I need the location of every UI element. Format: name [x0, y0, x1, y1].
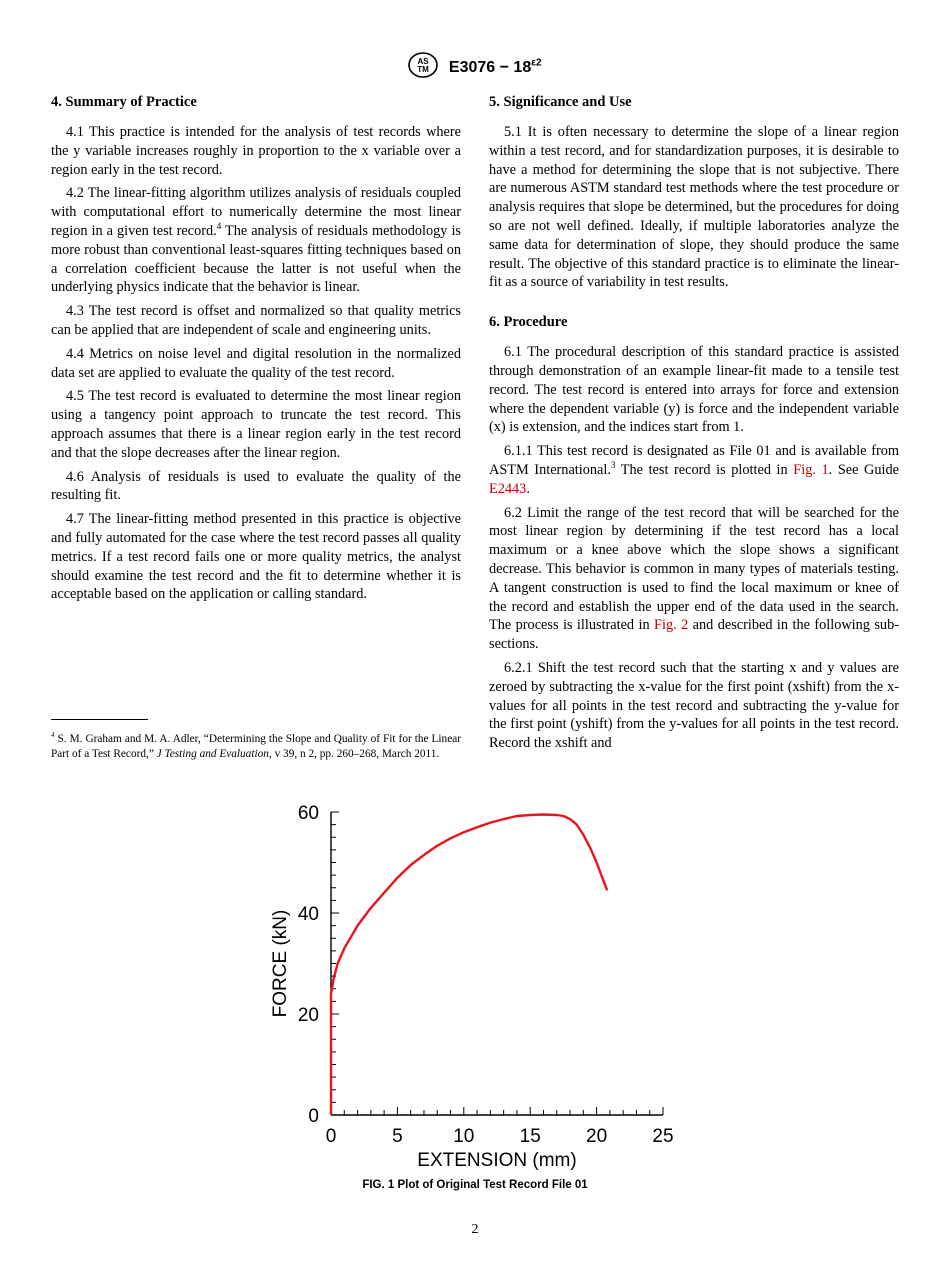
x-tick-label: 25: [652, 1126, 674, 1147]
svg-text:AS: AS: [417, 57, 430, 66]
y-tick-label: 0: [308, 1106, 319, 1127]
y-tick-label: 20: [297, 1005, 319, 1026]
fig-2-link[interactable]: Fig. 2: [654, 617, 689, 634]
figure-1: [260, 795, 690, 1175]
y-tick-label: 60: [297, 803, 319, 824]
section-heading-summary: 4. Summary of Practice: [51, 94, 197, 110]
standard-designation: $E3076 - 18^{\varepsilon 2}$: [448, 57, 542, 77]
para-4-5: 4.5 The test record is evaluated to determine the most linear region using a tangency point approach to truncate the test record. This approach assumes that there is a linear region early in the test record and that the slope decreases after the linear region.: [51, 388, 461, 461]
x-tick-label: 0: [325, 1126, 337, 1147]
page-number: 2: [471, 1222, 479, 1237]
guide-e2443-link[interactable]: E2443: [489, 480, 527, 497]
para-5-1: 5.1 It is often necessary to determine the slope of a linear region within a test record, and for standardization purposes, it is desirable to have a method for determining the slope that is not subjective. There are numerous ASTM standard test methods where the test procedure or analysis requires that slope be determined, but the procedures for doing so are not well defined. Ideally, if multiple laboratories analyze the same data for determination of slope, they should produce the same result. The objective of this standard practice is to eliminate the linear-fit as a source of variability in test results.: [489, 124, 899, 291]
x-tick-label: 10: [453, 1126, 475, 1147]
para-4-1: 4.1 This practice is intended for the analysis of test records where the y variable increases roughly in proportion to the x variable over a region early in the test record.: [51, 124, 461, 178]
para-6-1: 6.1 The procedural description of this standard practice is assisted through demonstration of an example linear-fit made to a tensile test record. The test record is entered into arrays for force and extension where the dependent variable (y) is force and the independent variable (x) is extension, and the indices start from 1.: [489, 344, 899, 436]
y-axis-label: FORCE (kN): [270, 909, 291, 1018]
x-tick-label: 5: [392, 1126, 403, 1147]
figure-caption: FIG. 1 Plot of Original Test Record File 01: [362, 1179, 588, 1191]
svg-text:TM: TM: [417, 65, 430, 74]
section-heading-procedure: 6. Procedure: [489, 314, 568, 331]
y-tick-label: 40: [297, 904, 319, 925]
section-heading-significance: 5. Significance and Use: [489, 94, 632, 110]
x-axis-label: EXTENSION (mm): [417, 1150, 577, 1171]
para-4-4: 4.4 Metrics on noise level and digital resolution in the normalized data set are applied to evaluate the quality of the test record.: [51, 345, 461, 381]
para-4-3: 4.3 The test record is offset and normalized so that quality metrics can be applied that are independent of scale and engineering units.: [51, 303, 461, 338]
para-6-1-1: 6.1.1 This test record is designated as File 01 and is available from ASTM International.$^3$ The test record is plotted in Fig. 1. See Guide E2443.: [489, 443, 899, 497]
right-column: [489, 93, 899, 758]
data-series-line: [331, 815, 607, 1116]
para-4-2: 4.2 The linear-fitting algorithm utilizes analysis of residuals coupled with computational effort to numerically determine the most linear region in a given test record.$^4$ The analysis of residuals methodology is more robust than conventional least-squares fitting techniques based on a correlation coefficient because the latter is not useful when the underlying physics indicate that the behavior is linear.: [51, 185, 461, 296]
para-6-2-1: 6.2.1 Shift the test record such that the starting x and y values are zeroed by subtracting the x-value for the first point (xshift) from the x-values for all points in the test record and subtracting the y-value for the first point (yshift) from the y-values for all points in the test record. Record the xshift and: [489, 659, 899, 752]
footnote-rule: [51, 719, 148, 720]
fig-1-link[interactable]: Fig. 1: [793, 461, 829, 478]
force-extension-chart: [260, 795, 690, 1175]
para-4-6: 4.6 Analysis of residuals is used to evaluate the quality of the resulting fit.: [51, 468, 461, 504]
astm-logo-icon: [408, 52, 438, 83]
para-4-7: 4.7 The linear-fitting method presented in this practice is objective and fully automated for the case where the test record passes all quality metrics. If a test record fails one or more quality metrics, the analyst should examine the test record and the fit to determine whether it is acceptable based on the application or calling standard.: [51, 511, 461, 603]
left-column: [51, 93, 461, 609]
para-6-2: 6.2 Limit the range of the test record that will be searched for the most linear region by determining if the test record has a local maximum or a knee above which the slope shows a significant decrease. This behavior is common in many types of materials testing. A tangent construction is used to find the local maximum or knee of the record and establish the upper end of the data used in the search. The process is illustrated in Fig. 2 and described in the following sub-sections.: [489, 504, 899, 653]
x-tick-label: 20: [586, 1126, 608, 1147]
x-tick-label: 15: [519, 1126, 541, 1147]
page-header: [0, 52, 950, 83]
footnote: $^4$ S. M. Graham and M. A. Adler, “Determining the Slope and Quality of Fit for the Linear Part of a Test Record,” J Testing and Evaluation, v 39, n 2, pp. 260–268, March 2011.: [51, 731, 461, 761]
